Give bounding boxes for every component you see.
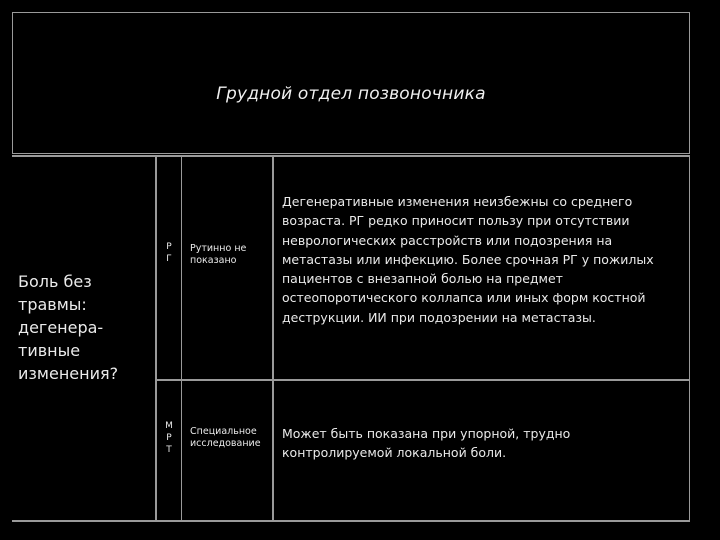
table-top-border [12, 155, 690, 157]
description-rg: Дегенеративные изменения неизбежны со среднего возраста. РГ редко приносит пользу при отсутствии неврологических расстройств или подозрения на метастазы или инфекцию. Более срочная РГ у пожилых пациентов с внезапной болью на предмет остеопоротического коллапса или иных форм костной деструкции. ИИ при подозрении на метастазы. [282, 194, 654, 325]
description-mrt: Может быть показана при упорной, трудно контролируемой локальной боли. [282, 426, 571, 461]
col-divider-3 [272, 155, 274, 522]
col-divider-1 [155, 155, 157, 522]
status-special-study: Специальное исследование [190, 426, 261, 449]
row-divider [155, 379, 690, 381]
col-divider-2 [181, 155, 182, 522]
status-routine-not-indicated: Рутинно не показано [190, 243, 247, 266]
modality-code-mrt: М Р Т [165, 421, 173, 455]
title-frame [12, 12, 690, 154]
modality-code-rg: Р Г [166, 242, 172, 264]
table-bottom-border [12, 520, 690, 522]
row-label-degenerative-pain: Боль без травмы: дегенера-тивные изменения? [18, 272, 119, 383]
table-right-border [689, 155, 690, 522]
slide-title: Грудной отдел позвоночника [216, 84, 486, 104]
